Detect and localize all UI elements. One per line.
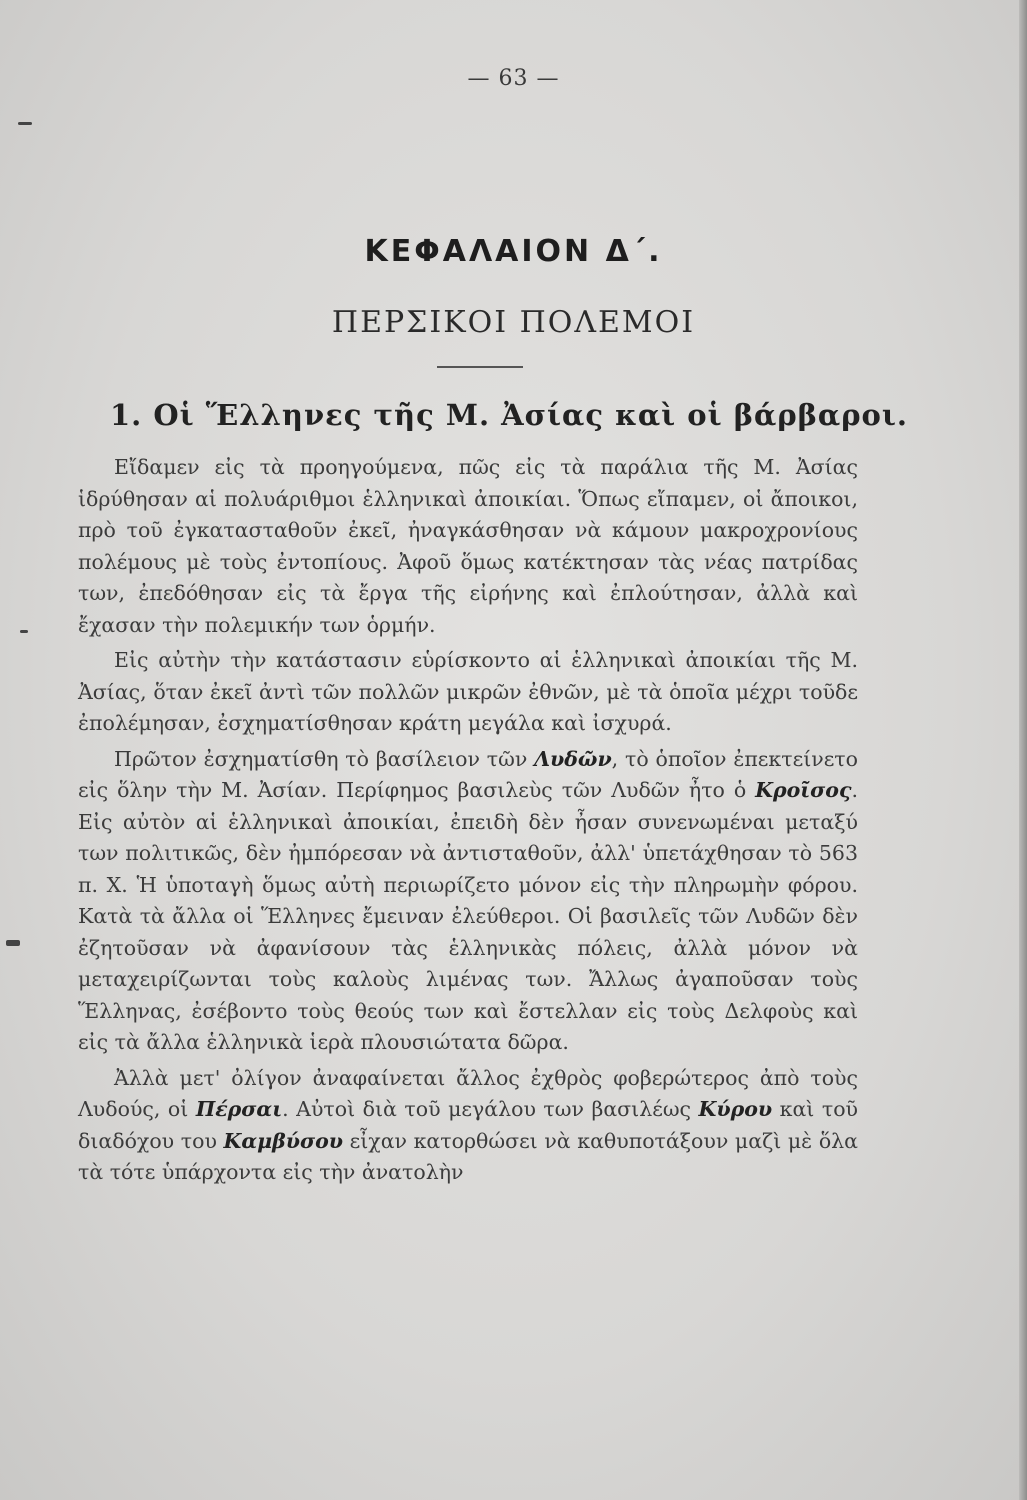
divider-rule: [437, 366, 523, 368]
text-run: . Αὐτοὶ διὰ τοῦ μεγάλου των βασιλέως: [282, 1097, 699, 1121]
margin-mark: [18, 122, 32, 125]
section-heading: 1. Οἱ Ἕλληνες τῆς Μ. Ἀσίας καὶ οἱ βάρβαροι.: [110, 398, 908, 432]
body-text: [78, 452, 858, 1189]
emphasized-name: Κροῖσος: [755, 778, 852, 802]
text-run: . Εἰς αὐτὸν αἱ ἑλληνικαὶ ἀποικίαι, ἐπειδὴ δὲν ἦσαν συνενωμέναι μεταξύ των πολιτικῶς, δὲν ἠμπόρεσαν νὰ ἀντισταθοῦν, ἀλλ' ὑπετάχθησαν τὸ 563 π. Χ. Ἡ ὑποταγὴ ὅμως αὐτὴ περιωρίζετο μόνον εἰς τὴν πληρωμὴν φόρου. Κατὰ τὰ ἄλλα οἱ Ἕλληνες ἔμειναν ἐλεύθεροι. Οἱ βασιλεῖς τῶν Λυδῶν δὲν ἐζητοῦσαν νὰ ἀφανίσουν τὰς ἑλληνικὰς πόλεις, ἀλλὰ μόνον νὰ μεταχειρίζωνται τοὺς καλοὺς λιμένας των. Ἄλλως ἀγαποῦσαν τοὺς Ἕλληνας, ἐσέβοντο τοὺς θεούς των καὶ ἔστελλαν εἰς τοὺς Δελφοὺς καὶ εἰς τὰ ἄλλα ἑλληνικὰ ἱερὰ πλουσιώτατα δῶρα.: [78, 778, 858, 1054]
text-run: καὶ τοῦ διαδόχου του: [78, 1097, 859, 1153]
paragraph-3: [78, 744, 858, 1059]
margin-mark: [20, 630, 28, 633]
emphasized-name: Κύρου: [698, 1097, 773, 1121]
chapter-subtitle: ΠΕΡΣΙΚΟΙ ΠΟΛΕΜΟΙ: [331, 305, 696, 340]
text-run: Πρῶτον ἐσχηματίσθη τὸ βασίλειον τῶν: [114, 746, 535, 771]
page-edge: [1019, 0, 1027, 1500]
margin-mark: [6, 940, 20, 946]
paragraph-4: [78, 1063, 858, 1189]
chapter-title: ΚΕΦΑΛΑΙΟΝ Δ΄.: [364, 234, 663, 269]
emphasized-name: Λυδῶν: [534, 746, 612, 771]
text-run: εἶχαν κατορθώσει νὰ καθυποτάξουν μαζὶ μὲ ὅλα τὰ τότε ὑπάρχοντα εἰς τὴν ἀνατολὴν: [78, 1128, 858, 1184]
paragraph-2: Εἰς αὐτὴν τὴν κατάστασιν εὑρίσκοντο αἱ ἑλληνικαὶ ἀποικίαι τῆς Μ. Ἀσίας, ὅταν ἐκεῖ ἀντὶ τῶν πολλῶν μικρῶν ἐθνῶν, μὲ τὰ ὁποῖα μέχρι τοῦδε ἐπολέμησαν, ἐσχηματίσθησαν κράτη μεγάλα καὶ ἰσχυρά.: [78, 648, 858, 735]
text-run: , τὸ ὁποῖον ἐπεκτείνετο εἰς ὅλην τὴν Μ. Ἀσίαν. Περίφημος βασιλεὺς τῶν Λυδῶν ἦτο ὁ: [78, 746, 858, 802]
emphasized-name: Πέρσαι: [195, 1097, 283, 1121]
paragraph-1: Εἴδαμεν εἰς τὰ προηγούμενα, πῶς εἰς τὰ παράλια τῆς Μ. Ἀσίας ἱδρύθησαν αἱ πολυάριθμοι ἑλληνικαὶ ἀποικίαι. Ὅπως εἴπαμεν, οἱ ἄποικοι, πρὸ τοῦ ἐγκατασταθοῦν ἐκεῖ, ἠναγκάσθησαν νὰ κάμουν μακροχρονίους πολέμους μὲ τοὺς ἐντοπίους. Ἀφοῦ ὅμως κατέκτησαν τὰς νέας πατρίδας των, ἐπεδόθησαν εἰς τὰ ἔργα τῆς εἰρήνης καὶ ἐπλούτησαν, ἀλλὰ καὶ ἔχασαν τὴν πολεμικήν των ὁρμήν.: [78, 455, 858, 637]
emphasized-name: Καμβύσου: [223, 1128, 343, 1153]
text-run: Ἀλλὰ μετ' ὀλίγον ἀναφαίνεται ἄλλος ἐχθρὸς φοβερώτερος ἀπὸ τοὺς Λυδούς, οἱ: [78, 1065, 858, 1121]
page-number: — 63 —: [467, 66, 560, 91]
